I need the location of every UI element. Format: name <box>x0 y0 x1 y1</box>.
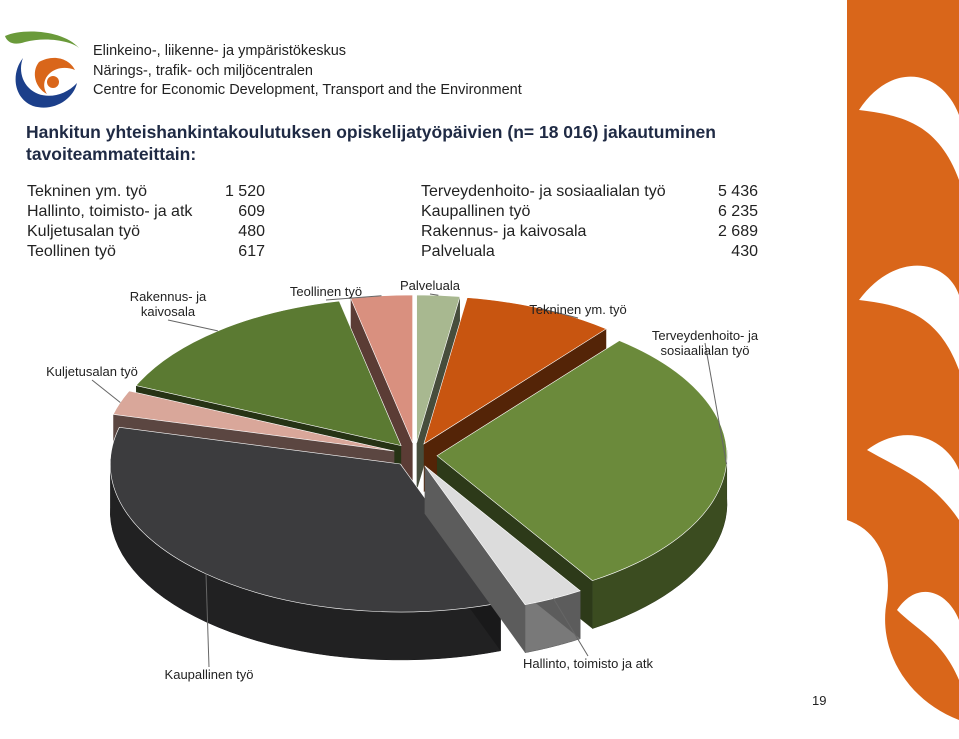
slice-label: Terveydenhoito- ja <box>651 328 759 343</box>
logo-green-leaf <box>5 32 79 48</box>
slice-label: Palveluala <box>400 278 460 293</box>
table-value: 617 <box>238 243 265 260</box>
table-value: 480 <box>238 223 265 240</box>
slide-title-line-1: Hankitun yhteishankintakoulutuksen opiskelijatyöpäivien (n= 18 016) jakautuminen <box>26 122 716 142</box>
slice-label: Tekninen ym. työ <box>529 302 627 317</box>
brand-stripe <box>847 0 959 739</box>
table-label: Hallinto, toimisto- ja atk <box>27 203 193 220</box>
table-label: Kaupallinen työ <box>421 203 531 220</box>
pie-chart <box>0 270 845 700</box>
table-label: Tekninen ym. työ <box>27 183 148 200</box>
table-value: 609 <box>238 203 265 220</box>
slice-label: Kaupallinen työ <box>164 667 254 682</box>
table-label: Palveluala <box>421 243 495 260</box>
table-value: 5 436 <box>717 183 758 200</box>
table-value: 6 235 <box>717 203 758 220</box>
logo-orange-dot <box>47 76 59 88</box>
logo-orange-arc <box>35 58 75 94</box>
table-value: 2 689 <box>717 223 758 240</box>
org-name-english: Centre for Economic Development, Transport and the Environment <box>93 82 522 98</box>
ely-logo <box>3 28 83 110</box>
page-number: 19 <box>812 693 827 708</box>
slice-label: sosiaalialan työ <box>660 343 750 358</box>
org-name-swedish: Närings-, trafik- och miljöcentralen <box>93 63 313 79</box>
leader-line <box>168 320 218 331</box>
leader-line <box>92 380 120 403</box>
slide-title-line-2: tavoiteammateittain: <box>26 144 197 164</box>
table-value: 1 520 <box>224 183 265 200</box>
slide-title <box>26 121 826 165</box>
table-label: Teollinen työ <box>27 243 116 260</box>
slice-label: Teollinen työ <box>289 284 363 299</box>
slice-label: Hallinto, toimisto ja atk <box>522 656 654 671</box>
table-label: Rakennus- ja kaivosala <box>421 223 587 240</box>
table-label: Terveydenhoito- ja sosiaalialan työ <box>421 183 666 200</box>
table-label: Kuljetusalan työ <box>27 223 140 240</box>
slice-label: Rakennus- ja <box>129 289 207 304</box>
org-name-finnish: Elinkeino-, liikenne- ja ympäristökeskus <box>93 43 347 59</box>
table-value: 430 <box>731 243 758 260</box>
slice-label: Kuljetusalan työ <box>46 364 138 379</box>
slice-label: kaivosala <box>140 304 196 319</box>
